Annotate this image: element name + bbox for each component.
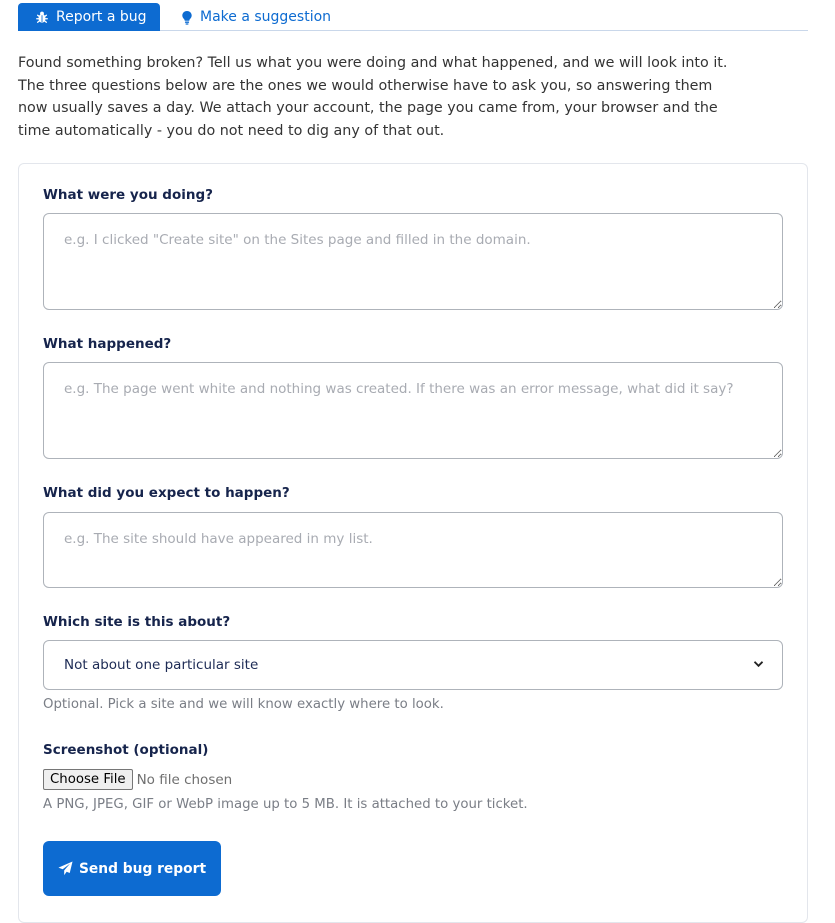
- expected-textarea[interactable]: [43, 512, 783, 588]
- paper-plane-icon: [58, 861, 73, 876]
- site-help-text: Optional. Pick a site and we will know exactly where to look.: [43, 697, 444, 712]
- site-label: Which site is this about?: [43, 614, 231, 630]
- expected-label: What did you expect to happen?: [43, 485, 290, 501]
- tab-make-suggestion-label: Make a suggestion: [200, 9, 332, 25]
- screenshot-file-input: [43, 769, 232, 790]
- doing-label: What were you doing?: [43, 187, 213, 203]
- doing-textarea[interactable]: [43, 213, 783, 310]
- intro-text: Found something broken? Tell us what you were doing and what happened, and we will look into it. The three questions below are the ones we would otherwise have to ask you, so answering them now usually saves a day. We attach your account, the page you came from, your browser and the time automatically - you do not need to dig any of that out.: [18, 55, 728, 140]
- chevron-down-icon: [753, 660, 764, 668]
- bug-report-form: [18, 163, 808, 923]
- site-select[interactable]: [43, 640, 783, 690]
- file-status: No file chosen: [136, 771, 233, 788]
- tab-report-bug[interactable]: [18, 3, 160, 31]
- screenshot-label: Screenshot (optional): [43, 742, 209, 758]
- tab-report-bug-label: Report a bug: [56, 9, 147, 25]
- happened-textarea[interactable]: [43, 362, 783, 459]
- send-bug-report-button[interactable]: [43, 841, 221, 896]
- bug-icon: [35, 10, 49, 24]
- choose-file-button[interactable]: Choose File: [43, 769, 133, 790]
- tab-bar: [18, 1, 808, 31]
- screenshot-help-text: A PNG, JPEG, GIF or WebP image up to 5 MB. It is attached to your ticket.: [43, 797, 528, 812]
- tab-make-suggestion[interactable]: [181, 3, 331, 31]
- send-button-label: Send bug report: [78, 860, 207, 877]
- happened-label: What happened?: [43, 336, 172, 352]
- site-select-value: Not about one particular site: [64, 657, 259, 673]
- lightbulb-icon: [181, 10, 193, 25]
